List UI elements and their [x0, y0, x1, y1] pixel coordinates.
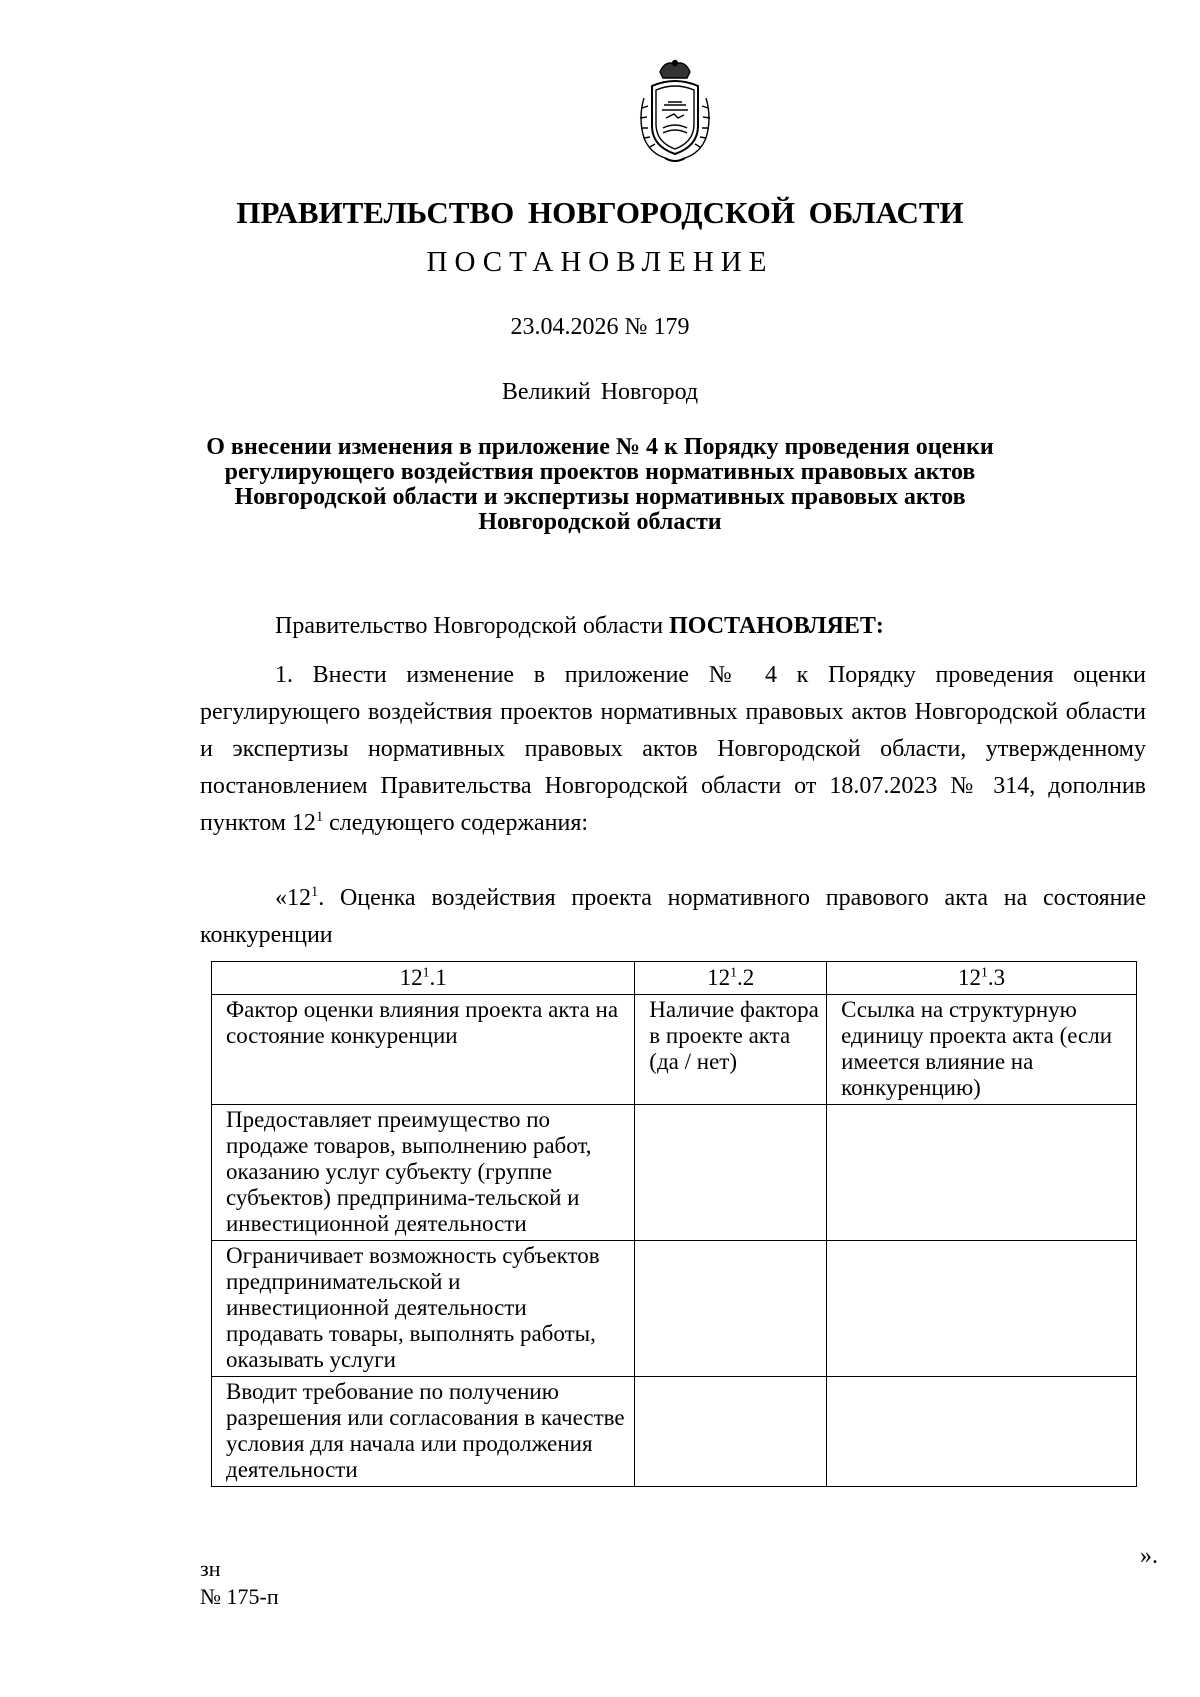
table-row — [212, 1241, 1137, 1377]
header-cell-reference: Ссылка на структурную единицу проекта акта (если имеется влияние на конкуренцию) — [827, 995, 1137, 1105]
closing-quote: ». — [1140, 1543, 1158, 1569]
clause-open: «12 — [275, 885, 311, 911]
title-line: Новгородской области и экспертизы нормативных правовых актов — [234, 484, 966, 510]
column-number-cell: $12^1.3$ — [827, 962, 1137, 995]
title-line: Новгородской области — [478, 509, 722, 535]
document-place: Великий Новгород — [501, 379, 699, 405]
clause-text: . Оценка воздействия проекта нормативного правового акта на состояние конкуренции — [200, 885, 1146, 948]
factor-cell: Предоставляет преимущество по продаже товаров, выполнению работ, оказанию услуг субъекту (группе субъектов) предпринима-тельской и инвестиционной деятельности — [212, 1105, 635, 1241]
presence-cell — [635, 1105, 827, 1241]
table-row — [212, 1377, 1137, 1487]
reference-cell — [827, 1241, 1137, 1377]
table-header-row — [212, 995, 1137, 1105]
column-number-cell: $12^1.2$ — [635, 962, 827, 995]
presence-cell — [635, 1377, 827, 1487]
document-title — [180, 435, 1020, 535]
clause-superscript: 1 — [311, 884, 319, 900]
header-cell-presence: Наличие фактора в проекте акта (да / нет) — [635, 995, 827, 1105]
item-1-text: 1. Внести изменение в приложение № 4 к Порядку проведения оценки регулирующего воздействия проектов нормативных правовых актов Новгородской области и экспертизы нормативных правовых актов Новгородской области, утвержденному постановлением Правительства Новгородской области от 18.07.2023 № 314, дополнив пунктом 12 — [200, 662, 1146, 836]
coat-of-arms-emblem — [630, 58, 720, 166]
preamble-text: Правительство Новгородской области — [275, 613, 670, 639]
factor-cell: Вводит требование по получению разрешения или согласования в качестве условия для начала или продолжения деятельности — [212, 1377, 635, 1487]
footer-ref-number: № 175-п — [200, 1584, 279, 1609]
item-1-tail: следующего содержания: — [329, 810, 589, 836]
column-number-cell: $12^1.1$ — [212, 962, 635, 995]
item-1-superscript: 1 — [315, 809, 324, 825]
table-row — [212, 1105, 1137, 1241]
item-1-paragraph — [200, 657, 1146, 842]
factor-cell: Ограничивает возможность субъектов предпринимательской и инвестиционной деятельности продавать товары, выполнять работы, оказывать услуги — [212, 1241, 635, 1377]
document-type: ПОСТАНОВЛЕНИЕ — [426, 246, 774, 278]
competition-assessment-table — [211, 961, 1137, 1487]
document-date-number: 23.04.2026 № 179 — [510, 314, 690, 340]
preamble-resolves: ПОСТАНОВЛЯЕТ: — [669, 613, 884, 639]
footer-block — [200, 1555, 279, 1611]
title-line: О внесении изменения в приложение № 4 к Порядку проведения оценки — [206, 434, 994, 460]
preamble-paragraph — [200, 608, 1146, 645]
clause-paragraph — [200, 880, 1146, 954]
presence-cell — [635, 1241, 827, 1377]
reference-cell — [827, 1377, 1137, 1487]
organization-name: ПРАВИТЕЛЬСТВО НОВГОРОДСКОЙ ОБЛАСТИ — [236, 195, 964, 230]
reference-cell — [827, 1105, 1137, 1241]
header-cell-factor: Фактор оценки влияния проекта акта на состояние конкуренции — [212, 995, 635, 1105]
table-number-row — [212, 962, 1137, 995]
executor-initials: зн — [200, 1556, 221, 1581]
title-line: регулирующего воздействия проектов нормативных правовых актов — [224, 459, 976, 485]
